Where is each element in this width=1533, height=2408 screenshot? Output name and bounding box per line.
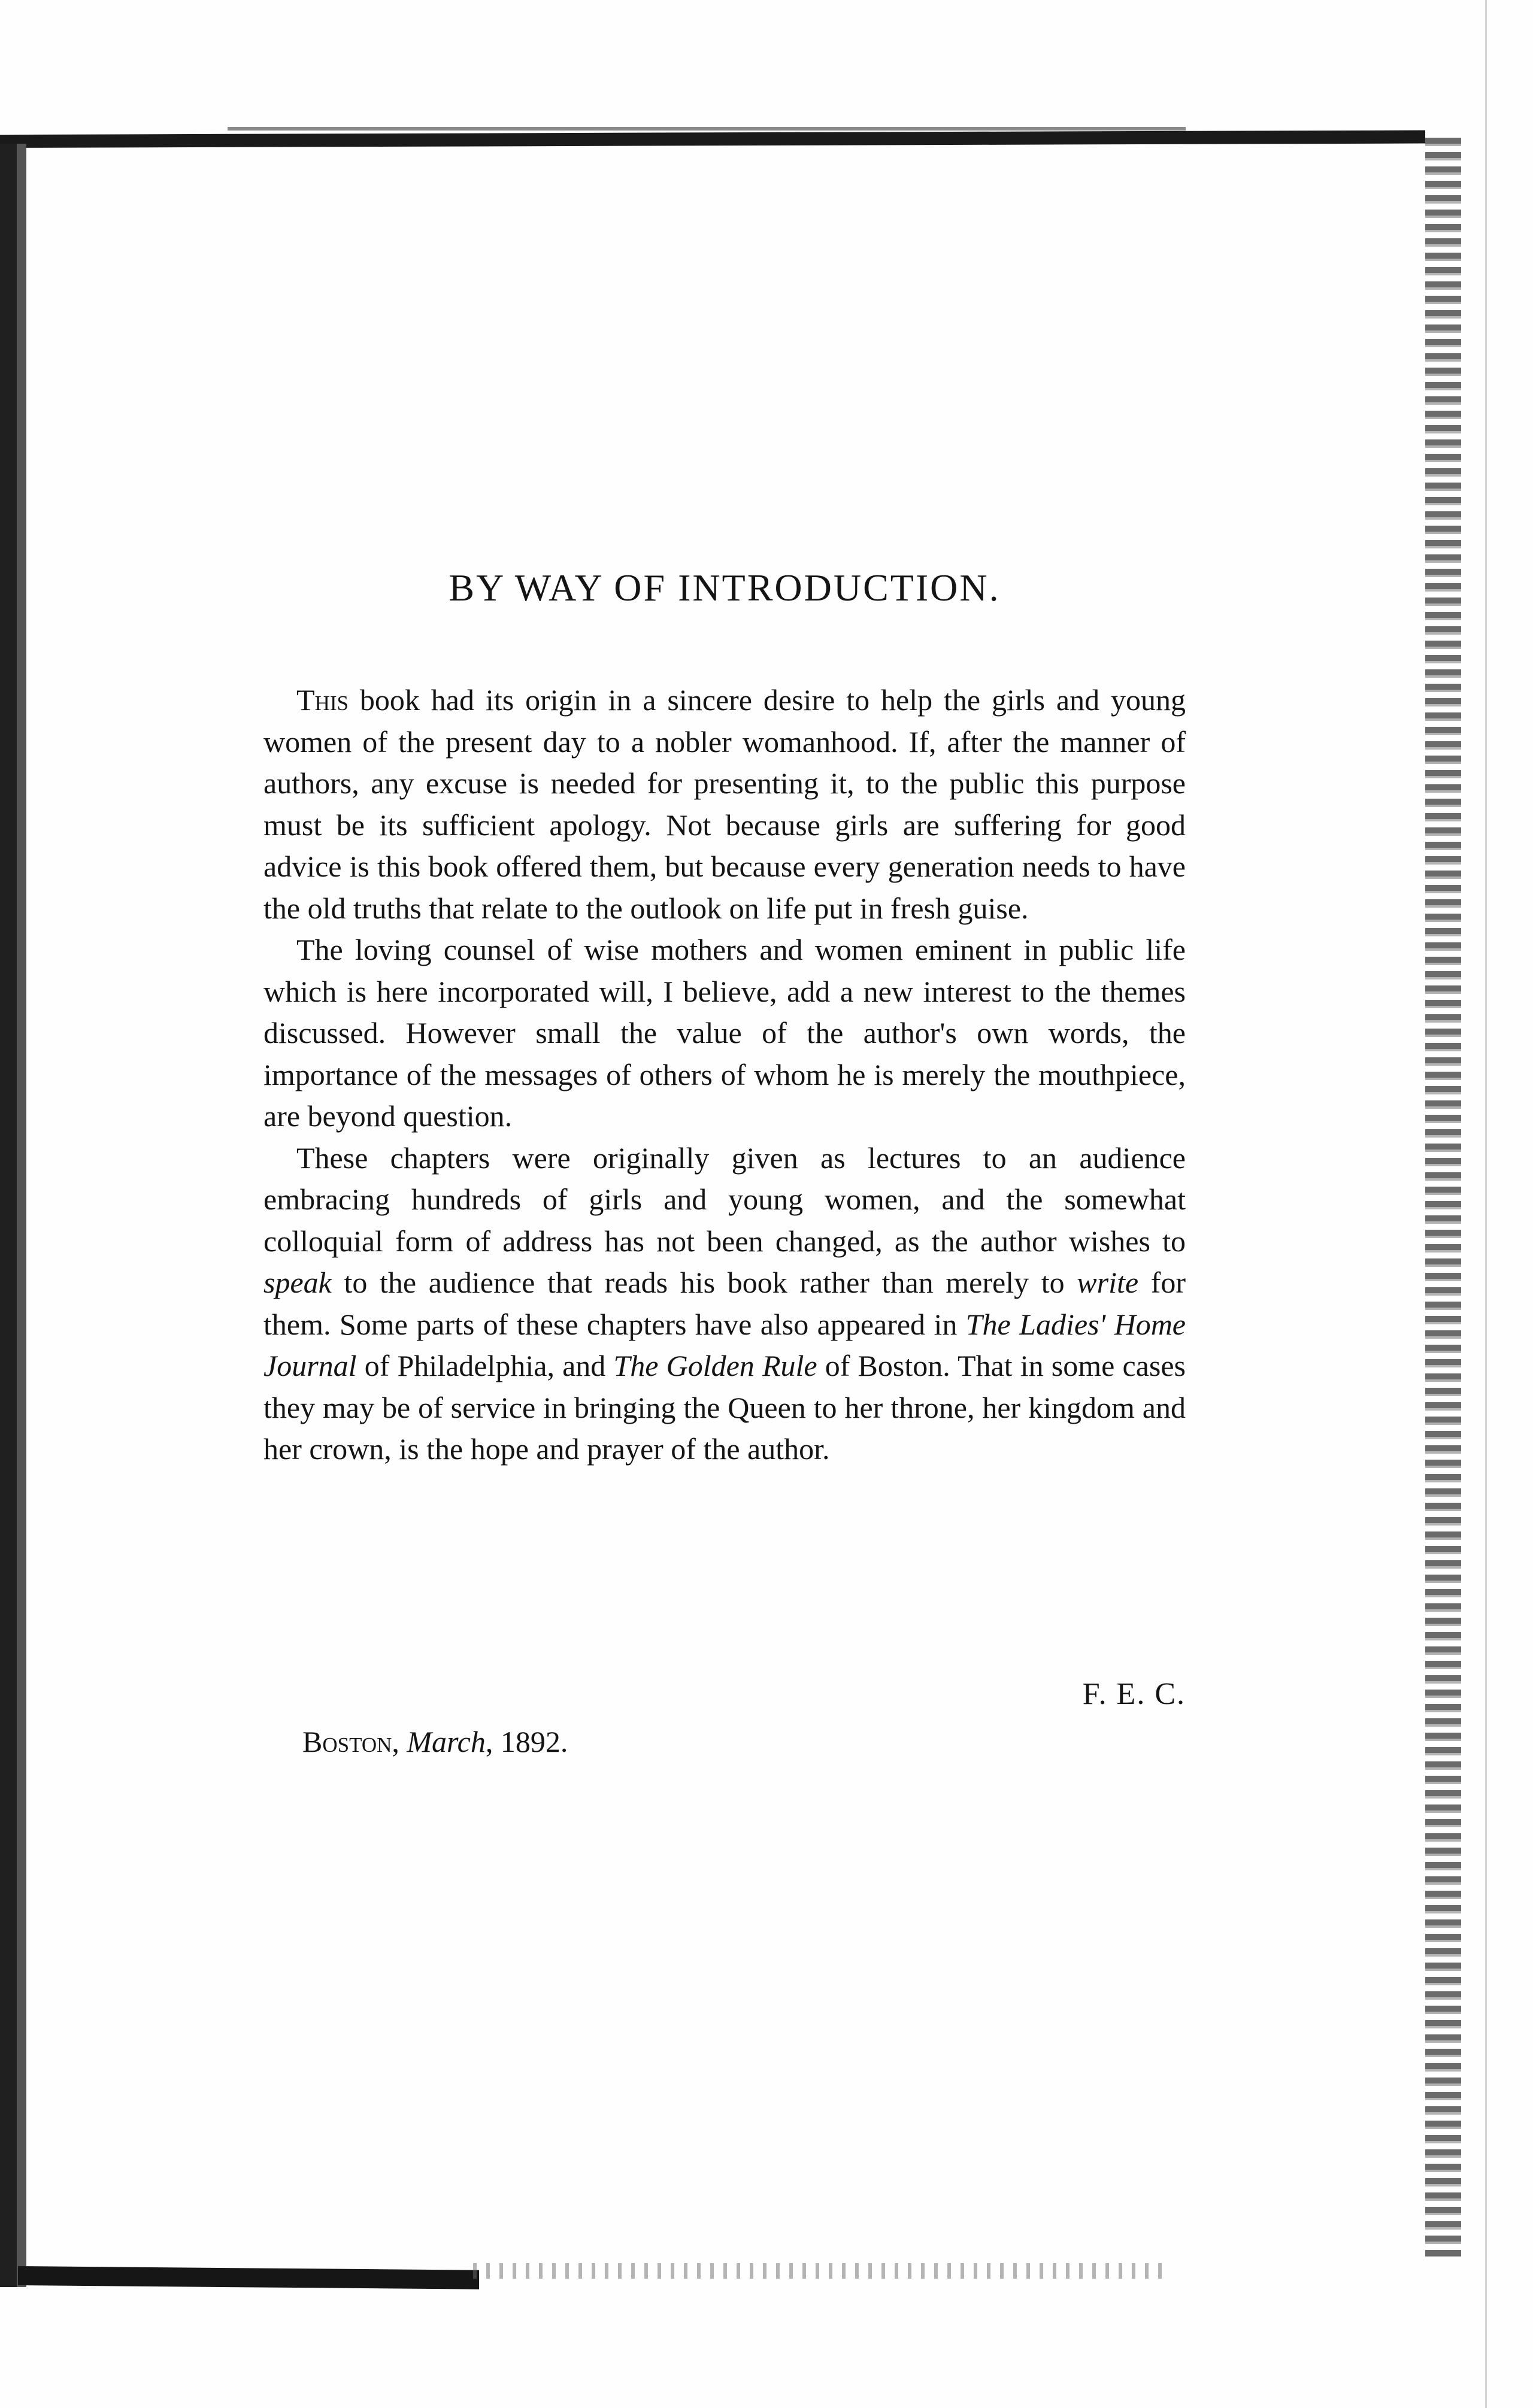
paragraph-1-text: book had its origin in a sincere desire to help the girls and young women of the present day to a nobler womanhood. If, after the manner of authors, any excuse is needed for presenting it, to the public this purpose must be its sufficient apology. Not because girls are suffering for good advice is this book offered them, but because every generation needs to have the old truths that relate to the outlook on life put in fresh guise.: [263, 683, 1186, 925]
left-rule: [0, 144, 36, 2287]
paragraph-3-text-c: for them. Some parts of these chapters have also appeared in: [263, 1266, 1186, 1341]
paragraph-1: [263, 680, 1186, 929]
bottom-rule-faded: [473, 2263, 1162, 2279]
emphasis-write: write: [1077, 1266, 1139, 1299]
introduction-body: [263, 680, 1186, 1470]
place-month: March: [407, 1725, 486, 1758]
page-edge-line: [1485, 0, 1487, 2408]
paragraph-3-text-d: of Philadelphia, and: [356, 1349, 614, 1382]
place-year: 1892.: [500, 1725, 568, 1758]
journal-title-ladies-home: The Ladies' Home Journal: [263, 1307, 1186, 1382]
page-title: BY WAY OF INTRODUCTION.: [449, 566, 1001, 609]
paragraph-3: [263, 1138, 1186, 1470]
paragraph-3-text-e: of Boston. That in some cases they may be of service in bringing the Queen to her throne, her kingdom and her crown, is the hope and prayer of the author.: [263, 1349, 1186, 1466]
top-rule-thin: [228, 127, 1186, 131]
paragraph-3-text-b: to the audience that reads his book rather than merely to: [331, 1266, 1077, 1299]
journal-title-golden-rule: The Golden Rule: [613, 1349, 817, 1382]
author-initials: F. E. C.: [1082, 1677, 1186, 1711]
paragraph-2: The loving counsel of wise mothers and women eminent in public life which is here incorporated will, I believe, add a new interest to the themes discussed. However small the value of the author's own words, the importance of the messages of others of whom he is merely the mouthpiece, are beyond question.: [263, 933, 1186, 1133]
right-binding-noise: [1425, 138, 1461, 2257]
top-rule: [0, 131, 1425, 148]
bottom-rule: [18, 2266, 479, 2289]
opening-word: This: [296, 683, 349, 717]
emphasis-speak: speak: [263, 1266, 332, 1299]
paragraph-3-text-a: These chapters were originally given as lectures to an audience embracing hundreds of girls and young women, and the somewhat colloquial form of address has not been changed, as the author wishes to: [263, 1141, 1186, 1258]
place-and-date: Boston, March, 1892.: [302, 1725, 568, 1758]
place-city: Boston: [302, 1725, 392, 1758]
